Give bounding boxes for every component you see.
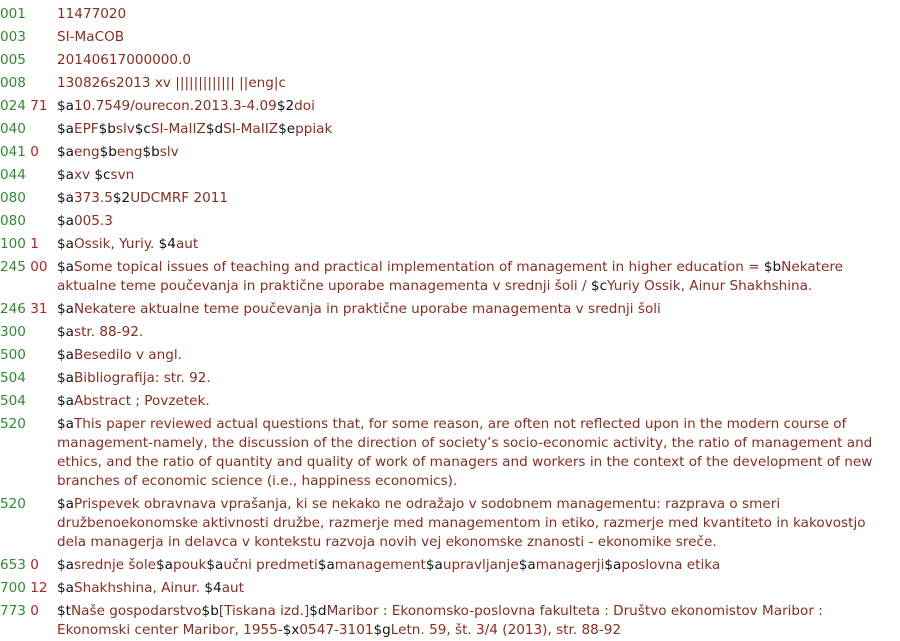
subfield-value: Maribor : Ekonomsko-poslovna fakulteta : Društvo ekonomistov Maribor : Ekonomski center Maribor, 1955- (57, 603, 823, 638)
subfield-value: srednje šole (73, 557, 156, 573)
subfield-value: Shakhshina, Ainur. (73, 580, 205, 596)
subfield-value: Bibliografija: str. 92. (73, 370, 211, 386)
field-indicators: 71 (30, 98, 48, 114)
subfield-value: aut (175, 236, 199, 252)
subfield-code: $b (201, 603, 219, 619)
subfield-code: $c (134, 121, 151, 137)
subfield-code: $a (57, 301, 74, 317)
field-tag-column (0, 166, 57, 185)
field-tag: 040 (0, 121, 26, 137)
subfield-value: 373.5 (73, 190, 113, 206)
field-tag: 024 (0, 98, 26, 114)
field-tag: 500 (0, 347, 26, 363)
subfield-value: xv (73, 167, 95, 183)
field-content (57, 235, 900, 254)
field-tag-column (0, 120, 57, 139)
field-tag-column (0, 602, 57, 621)
subfield-value: Some topical issues of teaching and practical implementation of management in higher education = (73, 259, 764, 275)
field-tag: 003 (0, 29, 26, 45)
field-tag: 041 (0, 144, 26, 160)
subfield-code: $b (99, 144, 117, 160)
subfield-code: $b (763, 259, 782, 275)
field-content (57, 392, 900, 411)
field-content (57, 495, 900, 552)
field-tag: 080 (0, 213, 26, 229)
field-tag: 005 (0, 52, 26, 68)
subfield-value: pouk (172, 557, 207, 573)
subfield-code: $a (155, 557, 173, 573)
marc-field-row (0, 28, 900, 47)
field-indicators: 00 (30, 259, 48, 275)
subfield-value: This paper reviewed actual questions that, for some reason, are often not reflected upon in the modern course of management-namely, the discussion of the direction of society’s socio-economic activity, the ratio of management and ethics, and the ratio of quantity and quality of work of managers and workers in the context of the development of new branches of economic science (i.e., happiness economics). (57, 416, 873, 489)
subfield-code: $a (57, 416, 74, 432)
subfield-code: $a (57, 98, 74, 114)
field-content (57, 74, 900, 93)
subfield-code: $a (317, 557, 335, 573)
subfield-value: SI-MaCOB (57, 29, 125, 45)
subfield-code: $a (57, 496, 74, 512)
subfield-code: $c (590, 278, 608, 294)
field-tag-column (0, 258, 57, 277)
marc-field-row (0, 143, 900, 162)
subfield-code: $x (282, 622, 300, 638)
marc-field-row (0, 189, 900, 208)
subfield-value: 130826s2013 xv ||||||||||||| ||eng|c (57, 75, 286, 91)
field-content (57, 166, 900, 185)
marc-field-row (0, 415, 900, 491)
subfield-value: str. 88-92. (73, 324, 144, 340)
subfield-code: $a (57, 167, 74, 183)
field-content (57, 5, 900, 24)
subfield-value: Nekatere aktualne teme poučevanja in praktične uporabe managementa v srednji šoli / (57, 259, 844, 294)
subfield-code: $a (518, 557, 536, 573)
subfield-value: Yuriy Ossik, Ainur Shakhshina. (607, 278, 813, 294)
marc-field-row (0, 323, 900, 342)
subfield-code: $d (309, 603, 327, 619)
subfield-value: UDCMRF 2011 (130, 190, 229, 206)
field-tag: 008 (0, 75, 26, 91)
field-indicators: 0 (30, 603, 39, 619)
field-content (57, 120, 900, 139)
field-tag: 504 (0, 393, 26, 409)
subfield-value: Abstract ; Povzetek. (73, 393, 210, 409)
subfield-code: $a (57, 213, 74, 229)
subfield-code: $a (57, 324, 74, 340)
field-content (57, 323, 900, 342)
subfield-value: slv (159, 144, 179, 160)
subfield-code: $a (57, 580, 74, 596)
field-tag-column (0, 300, 57, 319)
subfield-value: Besedilo v angl. (73, 347, 182, 363)
field-tag-column (0, 189, 57, 208)
marc-field-row (0, 369, 900, 388)
field-tag: 653 (0, 557, 26, 573)
field-tag: 700 (0, 580, 26, 596)
field-tag: 504 (0, 370, 26, 386)
field-tag-column (0, 323, 57, 342)
subfield-value: svn (110, 167, 135, 183)
field-content (57, 579, 900, 598)
marc-field-row (0, 97, 900, 116)
field-content (57, 189, 900, 208)
field-indicators: 31 (30, 301, 48, 317)
subfield-code: $a (206, 557, 224, 573)
subfield-value: Letn. 59, št. 3/4 (2013), str. 88-92 (390, 622, 621, 638)
marc-field-row (0, 5, 900, 24)
field-tag-column (0, 369, 57, 388)
field-tag: 001 (0, 6, 26, 22)
subfield-value: SI-MaIIZ (150, 121, 206, 137)
field-content (57, 346, 900, 365)
subfield-value: Prispevek obravnava vprašanja, ki se nekako ne odražajo v sodobnem managementu: razprava o smeri družbenoekonomske aktivnosti družbe, razmerje med managementom in etiko, razmerje med kvantiteto in kakovostjo dela managerja in delavca v kontekstu razvoja novih vej ekonomske znanosti - ekonomike sreče. (57, 496, 866, 550)
field-content (57, 97, 900, 116)
subfield-code: $a (57, 393, 74, 409)
field-content (57, 300, 900, 319)
marc-field-row (0, 602, 900, 640)
subfield-value: učni predmeti (223, 557, 318, 573)
subfield-code: $4 (204, 580, 222, 596)
field-content (57, 602, 900, 640)
marc-field-row (0, 300, 900, 319)
subfield-code: $a (57, 557, 74, 573)
field-tag: 520 (0, 416, 26, 432)
subfield-code: $a (604, 557, 622, 573)
subfield-value: 005.3 (73, 213, 113, 229)
field-content (57, 415, 900, 491)
subfield-value: 0547-3101 (299, 622, 374, 638)
subfield-code: $a (57, 259, 74, 275)
field-tag-column (0, 97, 57, 116)
subfield-code: $a (57, 236, 74, 252)
marc-field-row (0, 346, 900, 365)
subfield-code: $t (57, 603, 71, 619)
marc-field-row (0, 258, 900, 296)
field-tag: 520 (0, 496, 26, 512)
marc-field-row (0, 392, 900, 411)
field-indicators: 0 (30, 557, 39, 573)
field-content (57, 258, 900, 296)
marc-field-row (0, 495, 900, 552)
field-tag-column (0, 143, 57, 162)
subfield-value: Ossik, Yuriy. (73, 236, 159, 252)
subfield-value: upravljanje (442, 557, 519, 573)
field-indicators: 0 (30, 144, 39, 160)
field-indicators: 12 (30, 580, 48, 596)
field-content (57, 369, 900, 388)
subfield-code: $b (98, 121, 116, 137)
field-content (57, 51, 900, 70)
subfield-value: EPF (73, 121, 99, 137)
subfield-value: management (334, 557, 426, 573)
field-tag-column (0, 51, 57, 70)
field-tag-column (0, 74, 57, 93)
subfield-code: $a (425, 557, 443, 573)
field-tag: 246 (0, 301, 26, 317)
marc-field-row (0, 120, 900, 139)
subfield-code: $4 (158, 236, 176, 252)
marc-field-row (0, 556, 900, 575)
field-tag: 080 (0, 190, 26, 206)
field-indicators: 1 (30, 236, 39, 252)
field-content (57, 556, 900, 575)
subfield-code: $a (57, 121, 74, 137)
subfield-value: 20140617000000.0 (57, 52, 192, 68)
subfield-code: $a (57, 144, 74, 160)
subfield-value: slv (115, 121, 135, 137)
subfield-code: $d (205, 121, 224, 137)
field-tag-column (0, 579, 57, 598)
field-tag: 100 (0, 236, 26, 252)
subfield-code: $2 (276, 98, 295, 114)
field-tag-column (0, 495, 57, 514)
subfield-value: poslovna etika (621, 557, 721, 573)
subfield-value: Naše gospodarstvo (70, 603, 202, 619)
subfield-code: $a (57, 190, 74, 206)
marc-field-row (0, 235, 900, 254)
subfield-code: $c (94, 167, 111, 183)
subfield-code: $a (57, 347, 74, 363)
field-tag: 044 (0, 167, 26, 183)
subfield-code: $e (278, 121, 296, 137)
field-tag: 245 (0, 259, 26, 275)
subfield-code: $b (142, 144, 160, 160)
field-tag-column (0, 346, 57, 365)
field-content (57, 143, 900, 162)
field-tag-column (0, 235, 57, 254)
subfield-value: eng (116, 144, 143, 160)
marc-field-row (0, 51, 900, 70)
subfield-value: SI-MaIIZ (223, 121, 279, 137)
subfield-value: 10.7549/ourecon.2013.3-4.09 (73, 98, 277, 114)
marc-field-row (0, 579, 900, 598)
subfield-value: managerji (535, 557, 605, 573)
subfield-code: $2 (112, 190, 131, 206)
field-tag: 773 (0, 603, 26, 619)
marc-field-row (0, 212, 900, 231)
subfield-value: doi (294, 98, 315, 114)
field-tag-column (0, 28, 57, 47)
subfield-value: 11477020 (57, 6, 127, 22)
field-tag-column (0, 5, 57, 24)
subfield-value: aut (221, 580, 244, 596)
field-tag-column (0, 392, 57, 411)
subfield-code: $a (57, 370, 74, 386)
field-tag-column (0, 212, 57, 231)
field-content (57, 212, 900, 231)
marc-field-row (0, 74, 900, 93)
marc-field-row (0, 166, 900, 185)
subfield-value: [Tiskana izd.] (218, 603, 310, 619)
field-tag: 300 (0, 324, 26, 340)
field-tag-column (0, 556, 57, 575)
subfield-value: ppiak (295, 121, 333, 137)
subfield-value: Nekatere aktualne teme poučevanja in praktične uporabe managementa v srednji šoli (73, 301, 661, 317)
subfield-value: eng (73, 144, 100, 160)
subfield-code: $g (373, 622, 391, 638)
field-tag-column (0, 415, 57, 434)
field-content (57, 28, 900, 47)
